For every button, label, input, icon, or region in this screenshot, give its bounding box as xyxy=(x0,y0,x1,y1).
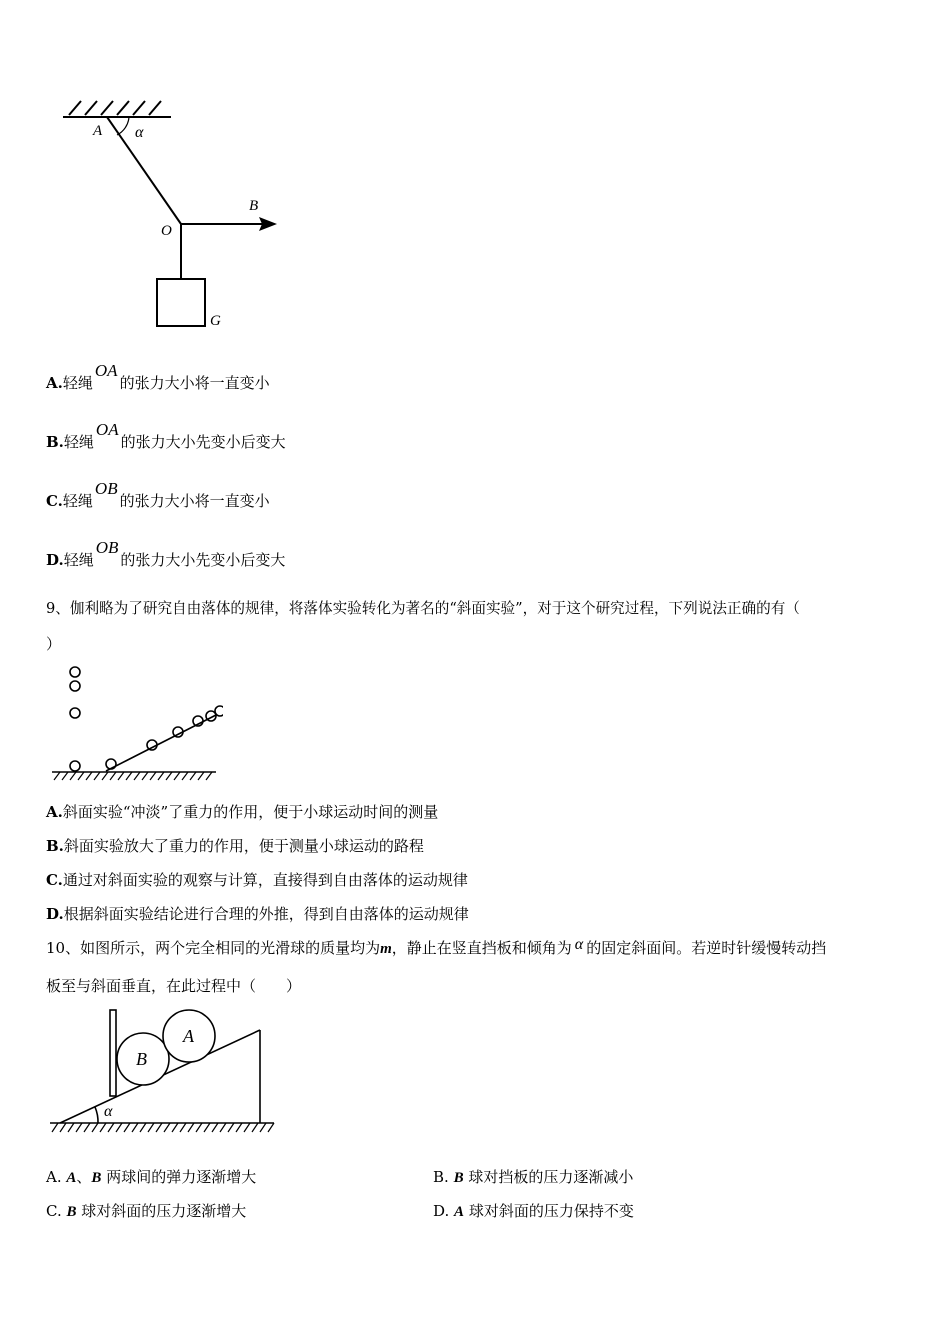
ground-hatch xyxy=(52,1123,274,1132)
falling-ball xyxy=(70,708,80,718)
q9-option-a[interactable] xyxy=(46,801,438,822)
option-text: 的张力大小先变小后变大 xyxy=(120,433,286,451)
baffle-board xyxy=(110,1010,116,1096)
q10-stem-line2: 板至与斜面垂直，在此过程中（ ） xyxy=(46,977,302,995)
ground-hatch xyxy=(54,772,212,780)
incline xyxy=(106,715,216,771)
option-label: A. xyxy=(46,803,63,821)
q10-option-a[interactable] xyxy=(46,1166,256,1187)
option-text: 的张力大小将一直变小 xyxy=(119,374,270,392)
inclined-plane-diagram xyxy=(48,660,223,782)
option-text: 两球间的弹力逐渐增大 xyxy=(101,1168,257,1186)
q10-option-c[interactable] xyxy=(46,1200,246,1221)
option-text: 的张力大小将一直变小 xyxy=(119,492,270,510)
label-o: O xyxy=(161,223,172,239)
option-label: B. xyxy=(46,433,64,451)
ball-symbol: A xyxy=(66,1170,77,1186)
ball-symbol: B xyxy=(453,1170,464,1186)
option-prefix: 轻绳 xyxy=(62,492,93,510)
q9-stem-line1: 9、伽利略为了研究自由落体的规律，将落体实验转化为著名的“斜面实验”，对于这个研究过程，下列说法正确的有（ xyxy=(46,600,800,617)
option-sep: 、 xyxy=(76,1168,92,1186)
q9-stem-line2: ） xyxy=(46,635,62,653)
falling-ball xyxy=(70,667,80,677)
mass-symbol: m xyxy=(380,941,392,957)
option-symbol: OA xyxy=(94,361,118,380)
ball-symbol: B xyxy=(66,1204,77,1220)
q10-stem-line1 xyxy=(46,937,826,958)
label-ball-a: A xyxy=(183,1026,194,1046)
q10-option-d[interactable] xyxy=(433,1200,634,1221)
option-prefix: 轻绳 xyxy=(63,433,94,451)
option-prefix: 轻绳 xyxy=(62,374,93,392)
label-a: A xyxy=(93,123,103,139)
q9-option-b[interactable] xyxy=(46,835,424,856)
label-ball-b: B xyxy=(136,1049,147,1069)
q8-option-b[interactable] xyxy=(46,420,286,452)
option-symbol: OB xyxy=(95,538,119,557)
option-text: 球对斜面的压力逐渐增大 xyxy=(76,1202,247,1220)
label-alpha: α xyxy=(135,124,144,141)
ball-symbol: A xyxy=(454,1204,465,1220)
option-label: D. xyxy=(46,905,64,923)
q8-option-d[interactable] xyxy=(46,538,286,570)
rolling-ball xyxy=(106,759,116,769)
option-symbol: OB xyxy=(94,479,118,498)
alpha-symbol: α xyxy=(574,936,584,953)
option-label: D. xyxy=(433,1202,455,1220)
rope-oa xyxy=(107,117,181,224)
option-prefix: 轻绳 xyxy=(63,551,94,569)
q10-stem-text: ，静止在竖直挡板和倾角为 xyxy=(391,939,572,957)
option-label: B. xyxy=(433,1168,454,1186)
option-label: A. xyxy=(46,374,63,392)
angle-arc xyxy=(117,117,129,135)
option-text: 的张力大小先变小后变大 xyxy=(120,551,286,569)
q9-option-d[interactable] xyxy=(46,903,469,924)
q8-option-c[interactable] xyxy=(46,479,270,511)
weight-block xyxy=(157,279,205,326)
falling-ball xyxy=(70,761,80,771)
q10-stem-text: 10、如图所示，两个完全相同的光滑球的质量均为 xyxy=(46,939,381,957)
angle-arc xyxy=(95,1107,98,1123)
rope-force-diagram xyxy=(55,95,295,340)
option-text: 斜面实验放大了重力的作用，便于测量小球运动的路程 xyxy=(63,837,424,855)
label-g: G xyxy=(210,313,221,329)
option-symbol: OA xyxy=(95,420,119,439)
rolling-ball xyxy=(215,706,223,716)
q10-stem-text: 的固定斜面间。若逆时针缓慢转动挡 xyxy=(586,939,827,957)
ball-symbol: B xyxy=(91,1170,102,1186)
label-angle: α xyxy=(104,1103,113,1120)
option-text: 通过对斜面实验的观察与计算，直接得到自由落体的运动规律 xyxy=(62,871,468,889)
label-b: B xyxy=(249,198,259,214)
option-text: 球对斜面的压力保持不变 xyxy=(464,1202,634,1220)
option-label: C. xyxy=(46,871,63,889)
option-text: 球对挡板的压力逐渐减小 xyxy=(463,1168,634,1186)
option-label: C. xyxy=(46,1202,67,1220)
option-text: 根据斜面实验结论进行合理的外推，得到自由落体的运动规律 xyxy=(63,905,469,923)
balls-on-incline-diagram xyxy=(46,1008,278,1138)
option-label: C. xyxy=(46,492,63,510)
option-label: B. xyxy=(46,837,64,855)
option-label: A. xyxy=(46,1168,67,1186)
ceiling xyxy=(63,101,171,117)
falling-ball xyxy=(70,681,80,691)
q10-option-b[interactable] xyxy=(433,1166,633,1187)
q9-option-c[interactable] xyxy=(46,869,468,890)
option-label: D. xyxy=(46,551,64,569)
option-text: 斜面实验“冲淡”了重力的作用，便于小球运动时间的测量 xyxy=(62,803,439,821)
q8-option-a[interactable] xyxy=(46,361,270,393)
